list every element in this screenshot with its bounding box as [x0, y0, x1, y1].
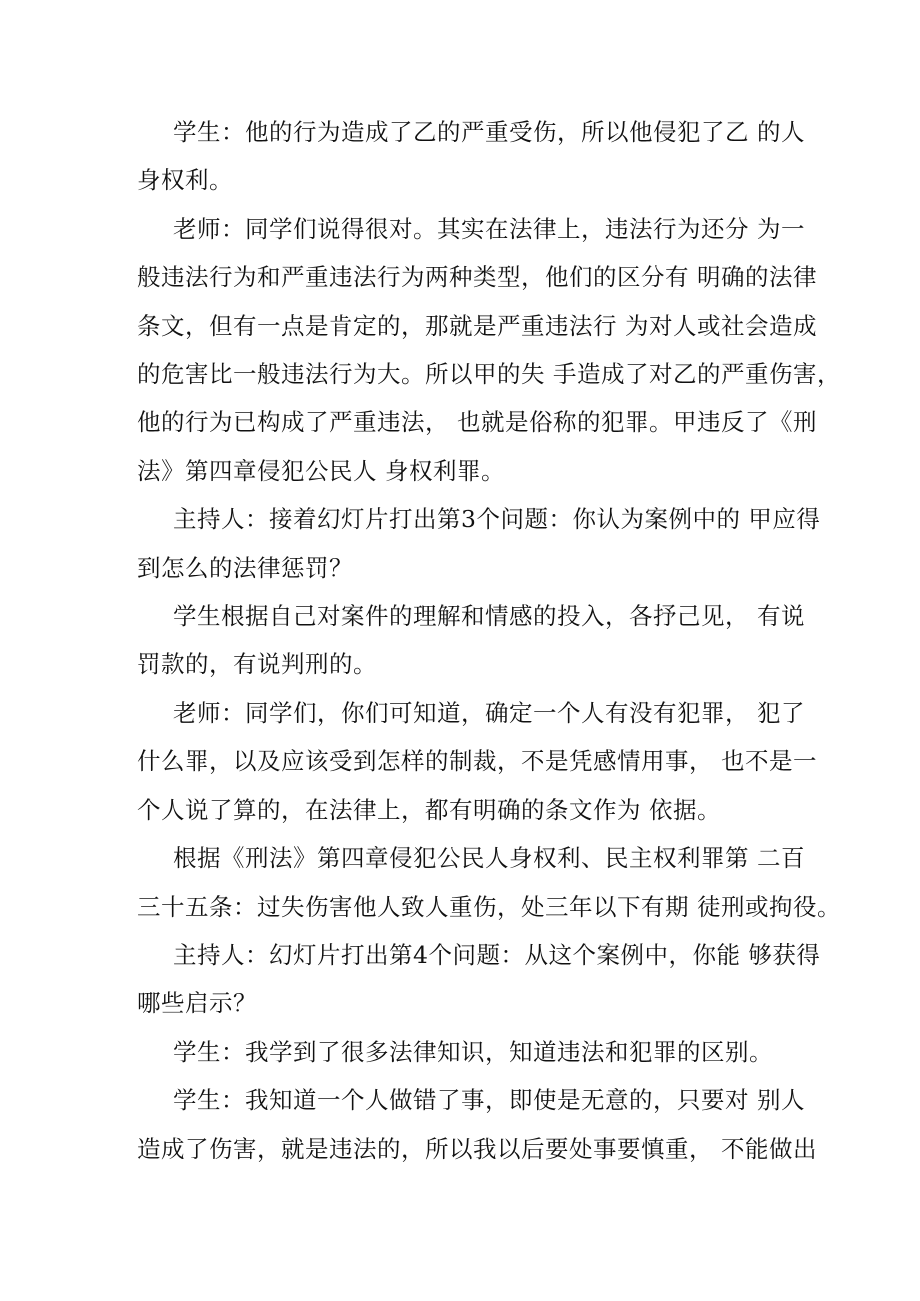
paragraph-teacher-1 [137, 205, 841, 495]
text-line: 个人说了算的，在法律上，都有明确的条文作为 依据。 [137, 795, 721, 824]
text-line: 哪些启示？ [137, 989, 257, 1018]
text-line: 身权利。 [137, 166, 233, 195]
document-body [137, 108, 841, 1173]
text-line: 学生根据自己对案件的理解和情感的投入，各抒己见， 有说 [173, 602, 805, 631]
text-line: 主持人：幻灯片打出第4个问题：从这个案例中，你能 够获得 [173, 940, 821, 969]
text-line: 什么罪，以及应该受到怎样的制裁，不是凭感情用事， 也不是一 [137, 747, 817, 776]
text-line: 老师：同学们说得很对。其实在法律上，违法行为还分 为一 [173, 214, 805, 243]
text-line: 法》第四章侵犯公民人 身权利罪。 [137, 456, 505, 485]
text-line: 主持人：接着幻灯片打出第3个问题：你认为案例中的 甲应得 [173, 505, 821, 534]
paragraph-students-discuss [137, 592, 805, 689]
text-line: 学生：我知道一个人做错了事，即使是无意的，只要对 别人 [173, 1086, 805, 1115]
paragraph-student-3 [137, 1076, 817, 1173]
paragraph-teacher-2 [137, 689, 817, 834]
text-line: 老师：同学们，你们可知道，确定一个人有没有犯罪， 犯了 [173, 698, 805, 727]
text-line: 的危害比一般违法行为大。所以甲的失 手造成了对乙的严重伤害， [137, 360, 841, 389]
text-line: 造成了伤害，就是违法的，所以我以后要处事要慎重， 不能做出 [137, 1134, 817, 1163]
text-line: 他的行为已构成了严重违法， 也就是俗称的犯罪。甲违反了《刑 [137, 408, 817, 437]
text-line: 罚款的，有说判刑的。 [137, 650, 377, 679]
paragraph-student-2 [137, 1028, 797, 1076]
text-line: 学生：他的行为造成了乙的严重受伤，所以他侵犯了乙 的人 [173, 118, 805, 146]
text-line: 根据《刑法》第四章侵犯公民人身权利、民主权利罪第 二百 [173, 844, 805, 873]
text-line: 般违法行为和严重违法行为两种类型，他们的区分有 明确的法律 [137, 263, 817, 292]
paragraph-host-1 [137, 495, 821, 592]
text-line: 学生：我学到了很多法律知识，知道违法和犯罪的区别。 [173, 1037, 773, 1066]
text-line: 条文，但有一点是肯定的，那就是严重违法行 为对人或社会造成 [137, 311, 817, 340]
paragraph-law-citation [137, 834, 841, 931]
text-line: 到怎么的法律惩罚？ [137, 553, 353, 582]
paragraph-host-2 [137, 931, 821, 1028]
text-line: 三十五条：过失伤害他人致人重伤，处三年以下有期 徒刑或拘役。 [137, 892, 841, 921]
paragraph-student-1 [137, 108, 805, 205]
